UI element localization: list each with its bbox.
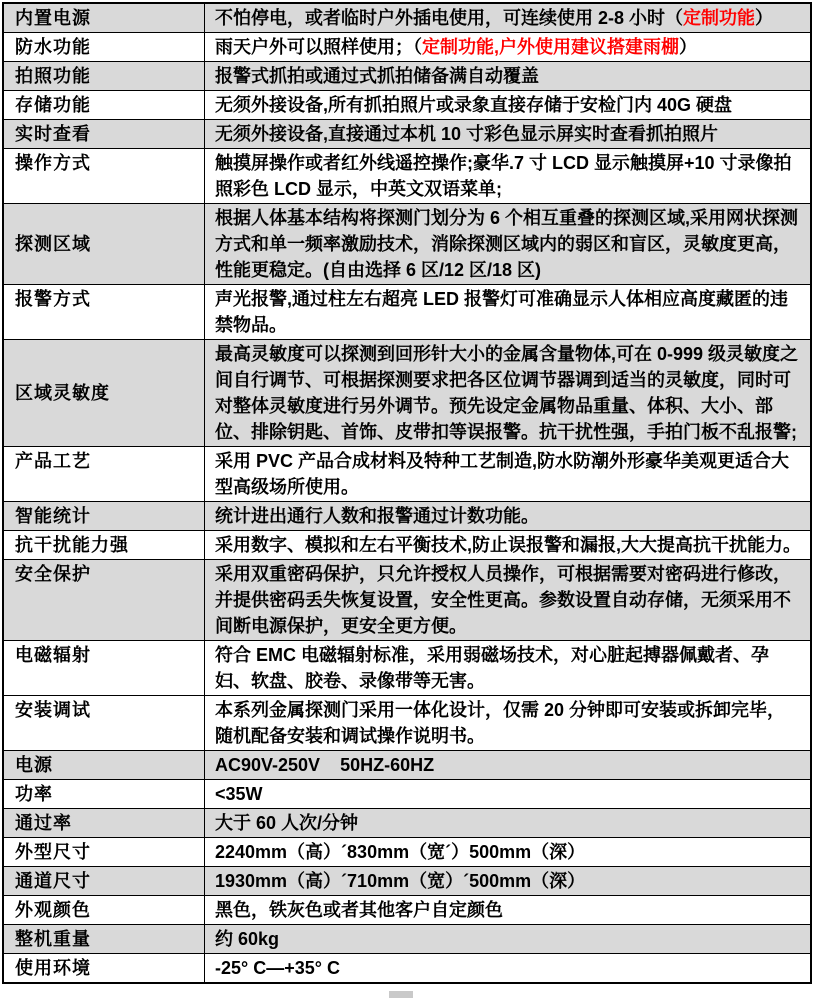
spec-value-text: 最高灵敏度可以探测到回形针大小的金属含量物体,可在 0-999 级灵敏度之间自行调节、可根据探测要求把各区位调节器调到适当的灵敏度，同时可对整体灵敏度进行另外调节。预先设定金属物品重量、体积、大小、部位、排除钥匙、首饰、皮带扣等误报警。抗干扰性强，手拍门板不乱报警; [215,344,799,442]
spec-label: 防水功能 [15,37,91,57]
spec-value-text: AC90V-250V 50HZ-60HZ [215,755,435,775]
spec-label: 内置电源 [15,8,91,28]
spec-row [3,91,811,120]
spec-value-cell [205,62,812,91]
spec-label-cell [3,954,205,984]
spec-label: 区域灵敏度 [15,383,110,403]
spec-value-text: 约 60kg [215,929,280,949]
spec-row [3,780,811,809]
spec-value-cell [205,751,812,780]
spec-row [3,285,811,340]
spec-label-cell [3,120,205,149]
spec-value-text: 无须外接设备,所有抓拍照片或录象直接存储于安检门内 40G 硬盘 [215,95,733,115]
spec-row [3,838,811,867]
spec-value-text: 2240mm（高）´830mm（宽´）500mm（深） [215,842,586,862]
page-scroll-artifact [389,991,413,998]
spec-label: 智能统计 [15,506,91,526]
spec-table [2,2,812,984]
spec-label-cell [3,204,205,285]
spec-value-cell [205,925,812,954]
spec-label: 电磁辐射 [15,645,91,665]
spec-label-cell [3,91,205,120]
spec-label-cell [3,696,205,751]
spec-label: 使用环境 [15,958,91,978]
spec-label-cell [3,896,205,925]
spec-value-text: 采用数字、模拟和左右平衡技术,防止误报警和漏报,大大提高抗干扰能力。 [215,535,801,555]
spec-label-cell [3,751,205,780]
spec-row [3,340,811,447]
spec-label-cell [3,780,205,809]
spec-value-cell [205,780,812,809]
spec-label-cell [3,62,205,91]
spec-value-cell [205,149,812,204]
spec-row [3,3,811,33]
spec-value-text: 统计进出通行人数和报警通过计数功能。 [215,506,539,526]
spec-value-text: 1930mm（高）´710mm（宽）´500mm（深） [215,871,586,891]
spec-value-cell [205,809,812,838]
spec-label: 通道尺寸 [15,871,91,891]
spec-value-cell [205,3,812,33]
spec-label-cell [3,33,205,62]
spec-value-cell [205,867,812,896]
spec-label-cell [3,867,205,896]
spec-value-cell [205,896,812,925]
spec-row [3,809,811,838]
spec-label-cell [3,340,205,447]
spec-value-highlight: 定制功能 [683,8,756,28]
spec-row [3,447,811,502]
spec-label-cell [3,149,205,204]
spec-value-cell [205,696,812,751]
spec-label: 安装调试 [15,700,91,720]
spec-label-cell [3,560,205,641]
spec-label: 外观颜色 [15,900,91,920]
spec-value-text: 采用双重密码保护，只允许授权人员操作，可根据需要对密码进行修改，并提供密码丢失恢复设置，安全性更高。参数设置自动存储，无须采用不间断电源保护，更安全更方便。 [215,564,791,636]
spec-label-cell [3,285,205,340]
spec-value-cell [205,641,812,696]
spec-value-cell [205,204,812,285]
spec-value-cell [205,531,812,560]
spec-row [3,641,811,696]
spec-value-text: 根据人体基本结构将探测门划分为 6 个相互重叠的探测区域,采用网状探测方式和单一频率激励技术，消除探测区域内的弱区和盲区，灵敏度更高，性能更稳定。(自由选择 6 区/12 区/18 区) [215,208,799,280]
spec-row [3,149,811,204]
spec-label: 存储功能 [15,95,91,115]
spec-value-cell [205,33,812,62]
spec-label: 探测区域 [15,234,91,254]
spec-label: 报警方式 [15,289,91,309]
spec-label: 产品工艺 [15,451,91,471]
spec-row [3,531,811,560]
spec-label-cell [3,925,205,954]
spec-row [3,560,811,641]
spec-value-text: 触摸屏操作或者红外线遥控操作;豪华.7 寸 LCD 显示触摸屏+10 寸录像拍照彩色 LCD 显示，中英文双语菜单; [215,153,792,199]
spec-row [3,925,811,954]
spec-value-text: 雨天户外可以照样使用；（ [215,37,422,57]
spec-value-text: 声光报警,通过柱左右超亮 LED 报警灯可准确显示人体相应高度藏匿的违禁物品。 [215,289,788,335]
spec-row [3,954,811,984]
spec-label-cell [3,838,205,867]
spec-value-text: 大于 60 人次/分钟 [215,813,359,833]
spec-value-highlight: 定制功能,户外使用建议搭建雨棚 [422,37,679,57]
spec-row [3,896,811,925]
spec-value-text: -25° C—+35° C [215,958,340,978]
spec-value-text: 采用 PVC 产品合成材料及特种工艺制造,防水防潮外形豪华美观更适合大型高级场所使用。 [215,451,790,497]
spec-label-cell [3,809,205,838]
spec-value-tail: ） [679,37,697,57]
spec-value-cell [205,120,812,149]
spec-row [3,204,811,285]
spec-row [3,120,811,149]
spec-value-cell [205,447,812,502]
spec-value-cell [205,954,812,984]
spec-value-text: 黑色，铁灰色或者其他客户自定颜色 [215,900,503,920]
spec-row [3,502,811,531]
spec-value-cell [205,285,812,340]
spec-value-text: 报警式抓拍或通过式抓拍储备满自动覆盖 [215,66,539,86]
spec-value-text: 不怕停电，或者临时户外插电使用，可连续使用 2-8 小时（ [215,8,684,28]
spec-value-cell [205,502,812,531]
spec-row [3,33,811,62]
spec-label: 抗干扰能力强 [15,535,129,555]
spec-label: 整机重量 [15,929,91,949]
spec-label: 电源 [15,755,53,775]
spec-value-text: 本系列金属探测门采用一体化设计，仅需 20 分钟即可安装或拆卸完毕，随机配备安装和调试操作说明书。 [215,700,786,746]
spec-label-cell [3,531,205,560]
spec-label: 通过率 [15,813,72,833]
spec-value-text: 符合 EMC 电磁辐射标准，采用弱磁场技术，对心脏起搏器佩戴者、孕妇、软盘、胶卷、录像带等无害。 [215,645,769,691]
spec-value-tail: ） [755,8,774,28]
spec-label-cell [3,3,205,33]
spec-row [3,696,811,751]
spec-row [3,867,811,896]
spec-label: 安全保护 [15,564,91,584]
spec-value-text: 无须外接设备,直接通过本机 10 寸彩色显示屏实时查看抓拍照片 [215,124,719,144]
spec-label-cell [3,641,205,696]
spec-value-text: <35W [215,784,263,804]
spec-label-cell [3,447,205,502]
spec-label: 外型尺寸 [15,842,91,862]
spec-row [3,751,811,780]
spec-label: 拍照功能 [15,66,91,86]
spec-label: 实时查看 [15,124,91,144]
spec-value-cell [205,560,812,641]
spec-row [3,62,811,91]
spec-label-cell [3,502,205,531]
spec-value-cell [205,340,812,447]
spec-value-cell [205,91,812,120]
spec-label: 功率 [15,784,53,804]
spec-label: 操作方式 [15,153,91,173]
spec-value-cell [205,838,812,867]
